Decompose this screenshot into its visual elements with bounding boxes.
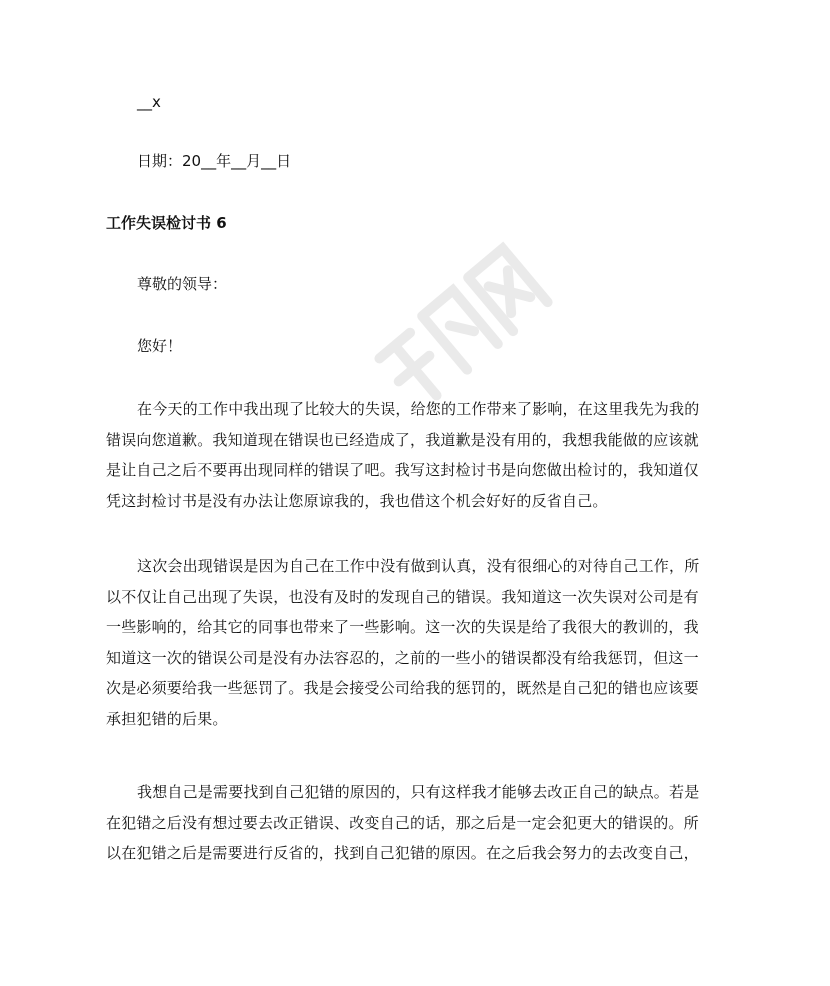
salutation: 尊敬的领导：: [137, 275, 228, 293]
paragraph-line: 知道这一次的错误公司是没有办法容忍的，之前的一些小的错误都没有给我惩罚，但这一: [106, 648, 699, 667]
paragraph-line: 是让自己之后不要再出现同样的错误了吧。我写这封检讨书是向您做出检讨的，我知道仅: [106, 461, 699, 479]
paragraph-line: 以不仅让自己出现了失误，也没有及时的发现自己的错误。我知道这一次失误对公司是有: [106, 587, 699, 606]
paragraph-line: 在今天的工作中我出现了比较大的失误，给您的工作带来了影响，在这里我先为我的: [137, 400, 700, 418]
greeting: 您好！: [137, 337, 183, 355]
signature-line: __x: [137, 93, 161, 111]
paragraph-line: 在犯错之后没有想过要去改正错误、改变自己的话，那之后是一定会犯更大的错误的。所: [106, 813, 699, 832]
paragraph-line: 承担犯错的后果。: [106, 709, 228, 728]
paragraph-1: [106, 394, 726, 516]
paragraph-line: 我想自己是需要找到自己犯错的原因的，只有这样我才能够去改正自己的缺点。若是: [137, 783, 700, 801]
paragraph-line: 这次会出现错误是因为自己在工作中没有做到认真，没有很细心的对待自己工作，所: [137, 557, 700, 575]
paragraph-2: [106, 551, 726, 734]
paragraph-3: [106, 777, 726, 869]
section-title: 工作失误检讨书 6: [106, 214, 227, 232]
paragraph-line: 次是必须要给我一些惩罚了。我是会接受公司给我的惩罚的，既然是自己犯的错也应该要: [106, 679, 699, 697]
paragraph-line: 错误向您道歉。我知道现在错误也已经造成了，我道歉是没有用的，我想我能做的应该就: [106, 430, 699, 449]
paragraph-line: 一些影响的，给其它的同事也带来了一些影响。这一次的失误是给了我很大的教训的，我: [106, 618, 699, 636]
paragraph-line: 以在犯错之后是需要进行反省的，找到自己犯错的原因。在之后我会努力的去改变自己，: [106, 844, 699, 862]
paragraph-line: 凭这封检讨书是没有办法让您原谅我的，我也借这个机会好好的反省自己。: [106, 491, 608, 510]
date-line: 日期：20__年__月__日: [137, 152, 292, 170]
